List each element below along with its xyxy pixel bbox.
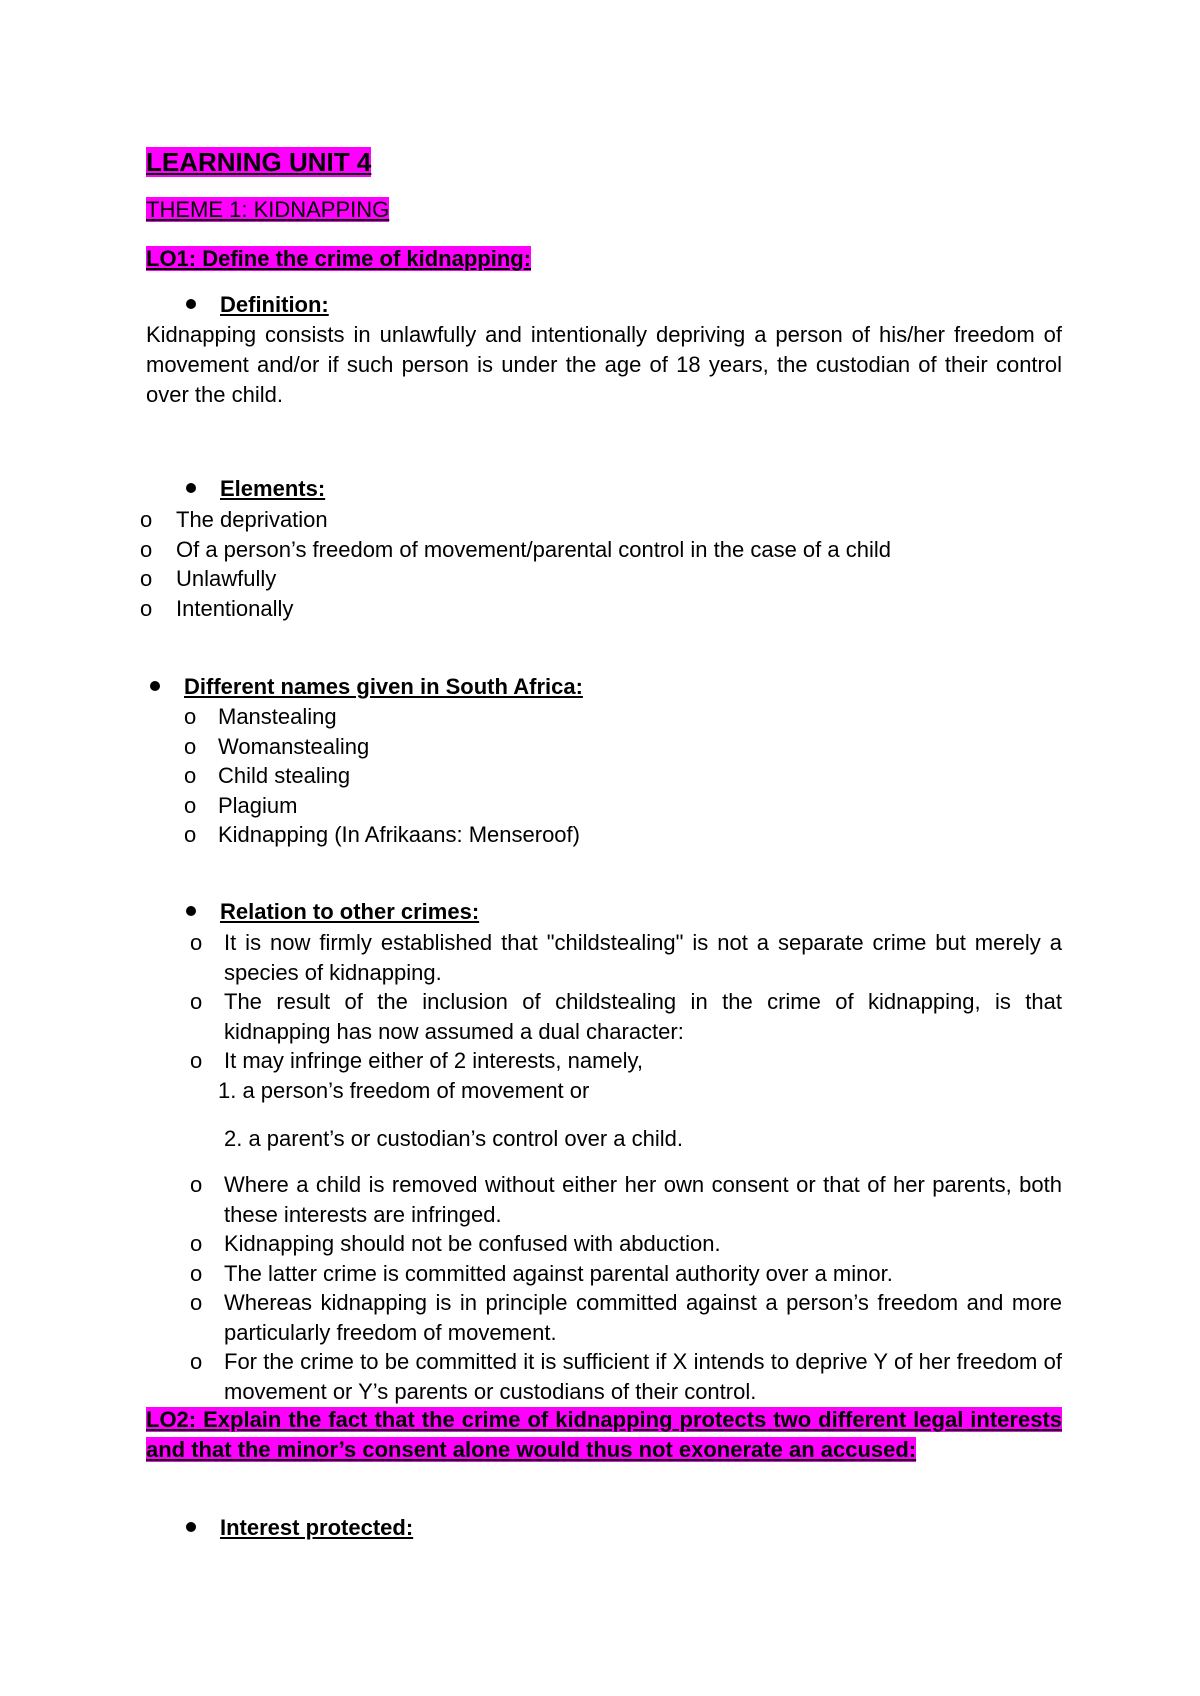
- list-item: o Whereas kidnapping is in principle committed against a person’s freedom and more particularly freedom of movement.: [190, 1290, 1062, 1345]
- list-item: o The latter crime is committed against parental authority over a minor.: [190, 1261, 893, 1286]
- list-item: o Kidnapping should not be confused with abduction.: [190, 1231, 721, 1256]
- list-item: o Of a person’s freedom of movement/parental control in the case of a child: [140, 537, 891, 562]
- list-item: o Kidnapping (In Afrikaans: Menseroof): [184, 822, 580, 847]
- list-item: o Child stealing: [184, 763, 351, 788]
- list-item: o Intentionally: [140, 596, 294, 621]
- list-item: o Womanstealing: [184, 734, 370, 759]
- list-item: o The result of the inclusion of childstealing in the crime of kidnapping, is that kidnapping has now assumed a dual character:: [190, 989, 1062, 1044]
- bullet-icon: [186, 906, 196, 916]
- bullet-icon: [186, 299, 196, 309]
- interest-heading: Interest protected:: [186, 1513, 413, 1543]
- list-item: o Plagium: [184, 793, 298, 818]
- list-item: o It may infringe either of 2 interests, namely,: [190, 1048, 643, 1073]
- relation-heading: Relation to other crimes:: [186, 897, 479, 927]
- bullet-icon: [186, 483, 196, 493]
- numbered-item: 1. a person’s freedom of movement or: [218, 1078, 590, 1103]
- theme-heading: THEME 1: KIDNAPPING: [146, 197, 390, 222]
- elements-heading: Elements:: [186, 474, 325, 504]
- definition-text: Kidnapping consists in unlawfully and intentionally depriving a person of his/her freedom of movement and/or if such person is under the age of 18 years, the custodian of their control over the child.: [146, 322, 1062, 407]
- list-item: o For the crime to be committed it is sufficient if X intends to deprive Y of her freedom of movement or Y’s parents or custodians of their control.: [190, 1349, 1062, 1404]
- list-item: o Manstealing: [184, 704, 337, 729]
- page-title: LEARNING UNIT 4: [146, 147, 372, 177]
- list-item: o The deprivation: [140, 507, 328, 532]
- list-item: o Unlawfully: [140, 566, 277, 591]
- numbered-item: 2. a parent’s or custodian’s control over a child.: [224, 1126, 684, 1151]
- lo2-heading: LO2: Explain the fact that the crime of kidnapping protects two different legal interests and that the minor’s consent alone would thus not exonerate an accused:: [146, 1407, 1062, 1462]
- bullet-icon: [186, 1522, 196, 1532]
- definition-heading: Definition:: [186, 290, 329, 320]
- names-heading: Different names given in South Africa:: [150, 672, 583, 702]
- list-item: o It is now firmly established that "childstealing" is not a separate crime but merely a species of kidnapping.: [190, 930, 1062, 985]
- bullet-icon: [150, 681, 160, 691]
- list-item: o Where a child is removed without either her own consent or that of her parents, both these interests are infringed.: [190, 1172, 1062, 1227]
- lo1-heading: LO1: Define the crime of kidnapping:: [146, 246, 532, 271]
